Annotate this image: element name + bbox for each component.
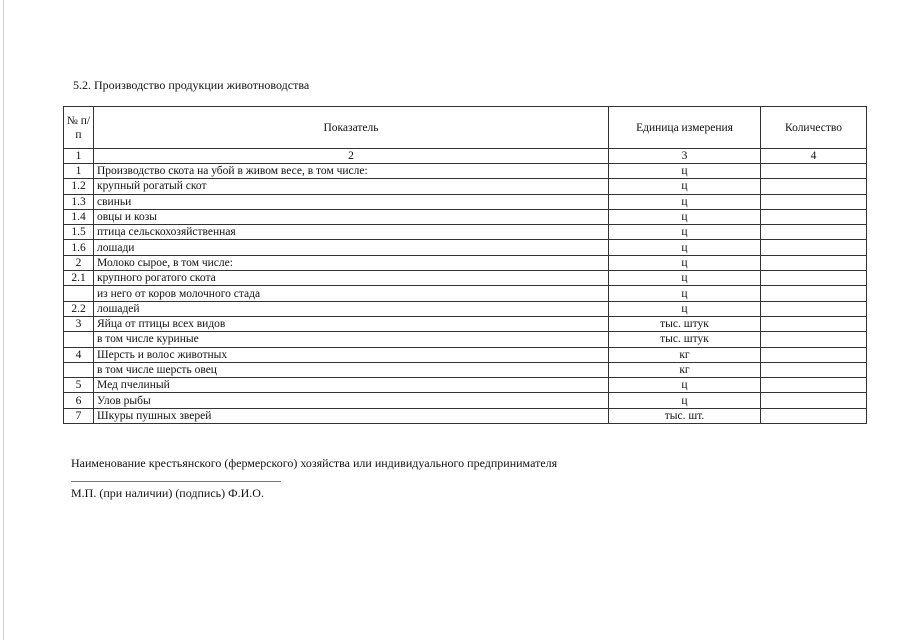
indicator-cell: крупного рогатого скота: [94, 271, 609, 286]
row-number-cell: 3: [64, 316, 94, 331]
column-numbers-row: [64, 149, 867, 164]
column-number: 3: [609, 149, 761, 164]
header-indicator: Показатель: [94, 107, 609, 149]
indicator-cell: Шкуры пушных зверей: [94, 408, 609, 423]
table-row: [64, 255, 867, 270]
unit-cell: ц: [609, 378, 761, 393]
quantity-cell[interactable]: [761, 286, 867, 301]
table-row: [64, 301, 867, 316]
indicator-cell: Яйца от птицы всех видов: [94, 316, 609, 331]
table-row: [64, 164, 867, 179]
column-number: 2: [94, 149, 609, 164]
unit-cell: ц: [609, 164, 761, 179]
scan-edge-line: [3, 0, 4, 640]
row-number-cell: 4: [64, 347, 94, 362]
unit-cell: ц: [609, 255, 761, 270]
row-number-cell: 2.2: [64, 301, 94, 316]
row-number-cell: 2: [64, 255, 94, 270]
row-number-cell: 5: [64, 378, 94, 393]
column-number: 1: [64, 149, 94, 164]
unit-cell: тыс. штук: [609, 332, 761, 347]
unit-cell: ц: [609, 240, 761, 255]
row-number-cell: 1.5: [64, 225, 94, 240]
indicator-cell: из него от коров молочного стада: [94, 286, 609, 301]
indicator-cell: лошадей: [94, 301, 609, 316]
quantity-cell[interactable]: [761, 225, 867, 240]
quantity-cell[interactable]: [761, 301, 867, 316]
row-number-cell: 1.3: [64, 194, 94, 209]
unit-cell: ц: [609, 194, 761, 209]
signature-label: М.П. (при наличии) (подпись) Ф.И.О.: [71, 486, 264, 500]
table-row: [64, 332, 867, 347]
header-unit: Единица измерения: [609, 107, 761, 149]
unit-cell: тыс. шт.: [609, 408, 761, 423]
indicator-cell: Шерсть и волос животных: [94, 347, 609, 362]
row-number-cell: [64, 362, 94, 377]
quantity-cell[interactable]: [761, 332, 867, 347]
row-number-cell: 1.6: [64, 240, 94, 255]
row-number-cell: 6: [64, 393, 94, 408]
quantity-cell[interactable]: [761, 362, 867, 377]
quantity-cell[interactable]: [761, 209, 867, 224]
row-number-cell: 1.4: [64, 209, 94, 224]
unit-cell: ц: [609, 301, 761, 316]
row-number-cell: 1: [64, 164, 94, 179]
header-quantity: Количество: [761, 107, 867, 149]
table-row: [64, 393, 867, 408]
quantity-cell[interactable]: [761, 194, 867, 209]
table-row: [64, 378, 867, 393]
quantity-cell[interactable]: [761, 255, 867, 270]
table-row: [64, 408, 867, 423]
section-title: 5.2. Производство продукции животноводства: [73, 78, 310, 92]
unit-cell: ц: [609, 271, 761, 286]
indicator-cell: Мед пчелиный: [94, 378, 609, 393]
indicator-cell: в том числе шерсть овец: [94, 362, 609, 377]
unit-cell: ц: [609, 179, 761, 194]
organization-name-label: Наименование крестьянского (фермерского) хозяйства или индивидуального предпринимателя: [71, 456, 558, 470]
indicator-cell: лошади: [94, 240, 609, 255]
livestock-production-table: [63, 106, 867, 424]
quantity-cell[interactable]: [761, 271, 867, 286]
table-row: [64, 362, 867, 377]
signature-rule: [71, 481, 281, 482]
header-num: [64, 107, 94, 149]
unit-cell: ц: [609, 209, 761, 224]
unit-cell: кг: [609, 362, 761, 377]
row-number-cell: 1.2: [64, 179, 94, 194]
quantity-cell[interactable]: [761, 316, 867, 331]
table-row: [64, 271, 867, 286]
table-row: [64, 316, 867, 331]
column-number: 4: [761, 149, 867, 164]
quantity-cell[interactable]: [761, 164, 867, 179]
unit-cell: ц: [609, 286, 761, 301]
indicator-cell: Молоко сырое, в том числе:: [94, 255, 609, 270]
table-row: [64, 179, 867, 194]
indicator-cell: овцы и козы: [94, 209, 609, 224]
unit-cell: ц: [609, 393, 761, 408]
table-row: [64, 347, 867, 362]
unit-cell: тыс. штук: [609, 316, 761, 331]
quantity-cell[interactable]: [761, 408, 867, 423]
quantity-cell[interactable]: [761, 240, 867, 255]
table-row: [64, 194, 867, 209]
header-row: [64, 107, 867, 149]
row-number-cell: 7: [64, 408, 94, 423]
indicator-cell: птица сельскохозяйственная: [94, 225, 609, 240]
unit-cell: кг: [609, 347, 761, 362]
indicator-cell: свиньи: [94, 194, 609, 209]
row-number-cell: [64, 332, 94, 347]
indicator-cell: крупный рогатый скот: [94, 179, 609, 194]
header-num-label: № п/п: [66, 114, 91, 141]
indicator-cell: Производство скота на убой в живом весе, в том числе:: [94, 164, 609, 179]
table-row: [64, 209, 867, 224]
indicator-cell: в том числе куриные: [94, 332, 609, 347]
table-row: [64, 286, 867, 301]
indicator-cell: Улов рыбы: [94, 393, 609, 408]
row-number-cell: [64, 286, 94, 301]
row-number-cell: 2.1: [64, 271, 94, 286]
quantity-cell[interactable]: [761, 347, 867, 362]
quantity-cell[interactable]: [761, 179, 867, 194]
unit-cell: ц: [609, 225, 761, 240]
table-row: [64, 240, 867, 255]
quantity-cell[interactable]: [761, 378, 867, 393]
quantity-cell[interactable]: [761, 393, 867, 408]
table-row: [64, 225, 867, 240]
